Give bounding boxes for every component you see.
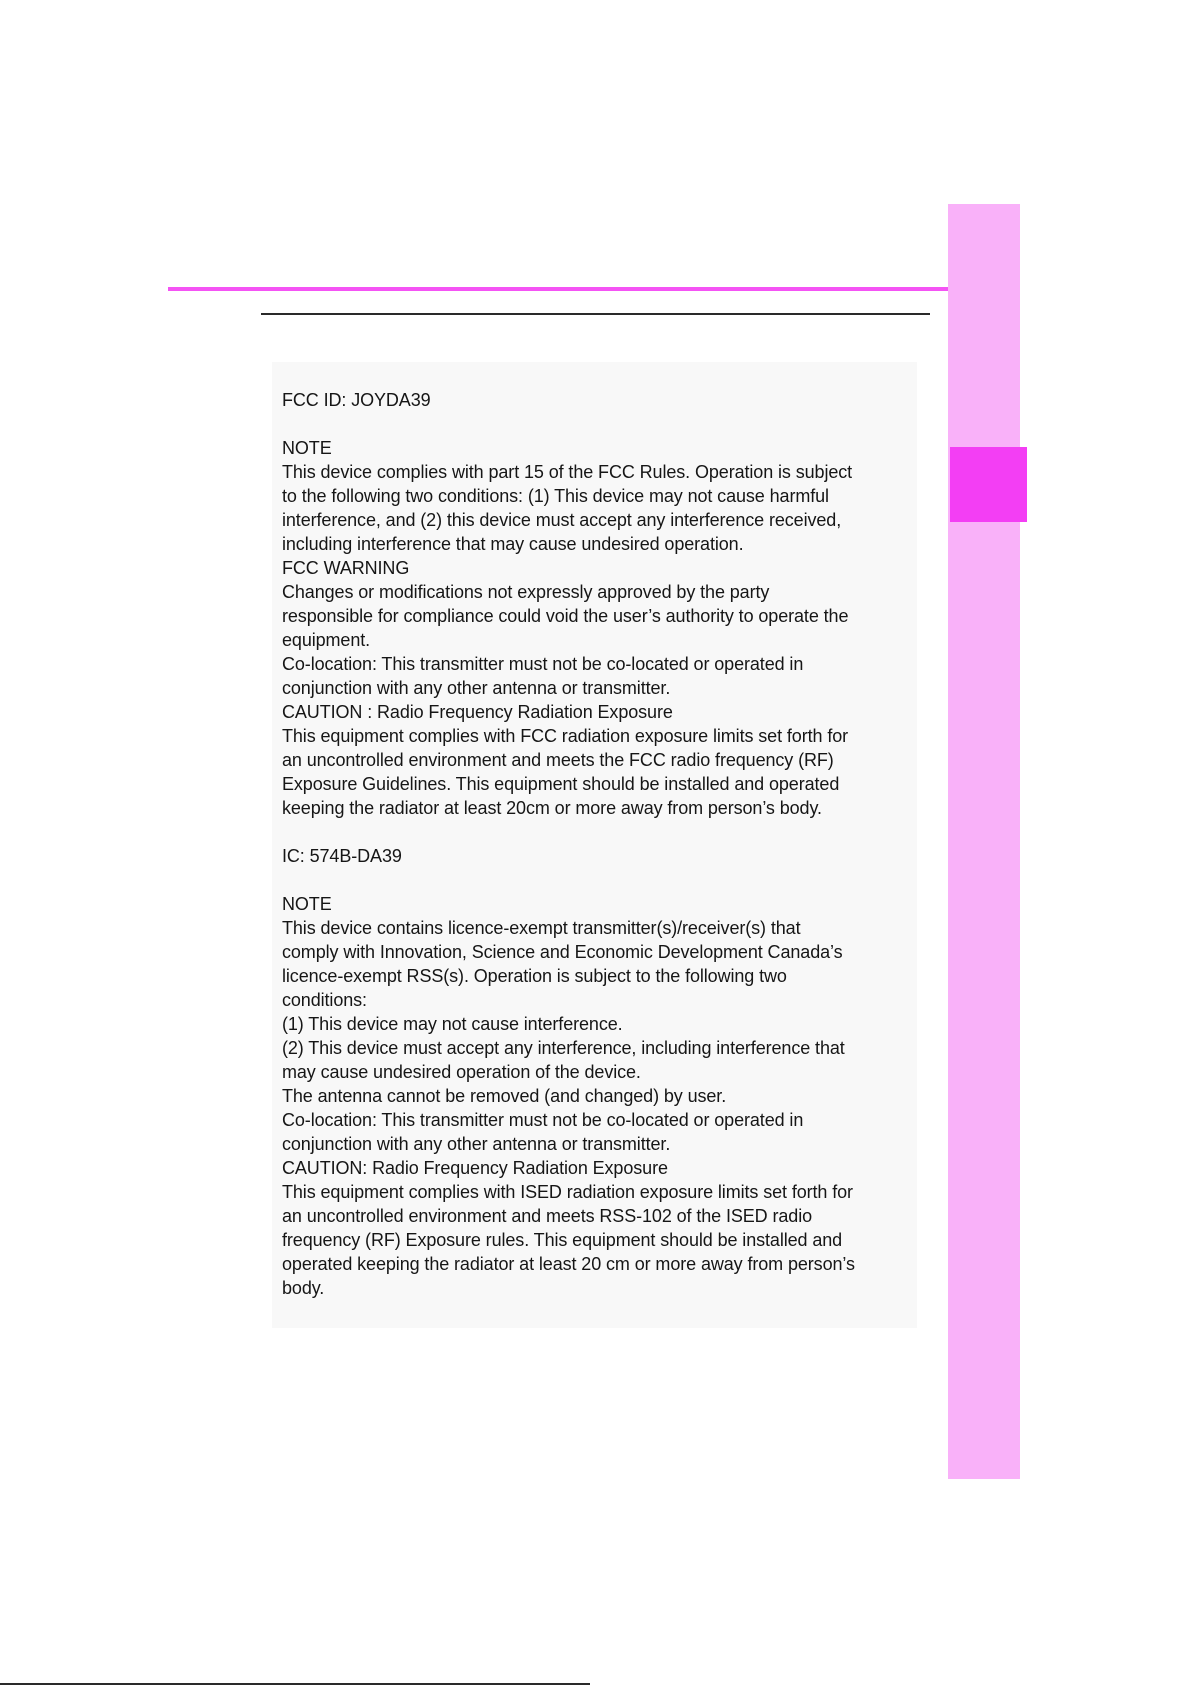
- fcc-warning-line: Changes or modifications not expressly approved by the party: [282, 582, 770, 602]
- fcc-note-heading: NOTE: [282, 438, 332, 458]
- fcc-colocation-line: Co-location: This transmitter must not be co-located or operated in: [282, 654, 804, 674]
- fcc-note-line: to the following two conditions: (1) This device may not cause harmful: [282, 486, 829, 506]
- ic-note-line: The antenna cannot be removed (and changed) by user.: [282, 1086, 727, 1106]
- ic-note-line: licence-exempt RSS(s). Operation is subject to the following two: [282, 966, 787, 986]
- fcc-note-line: interference, and (2) this device must accept any interference received,: [282, 510, 842, 530]
- ic-note-line: comply with Innovation, Science and Economic Development Canada’s: [282, 942, 843, 962]
- fcc-warning-line: equipment.: [282, 630, 371, 650]
- ic-caution-line: an uncontrolled environment and meets RSS-102 of the ISED radio: [282, 1206, 813, 1226]
- content-divider-rule: [261, 313, 930, 315]
- ic-colocation-line: conjunction with any other antenna or transmitter.: [282, 1134, 671, 1154]
- fcc-caution-line: an uncontrolled environment and meets the FCC radio frequency (RF): [282, 750, 834, 770]
- fcc-caution-line: keeping the radiator at least 20cm or more away from person’s body.: [282, 798, 822, 818]
- fcc-note-line: This device complies with part 15 of the FCC Rules. Operation is subject: [282, 462, 853, 482]
- fcc-note-line: including interference that may cause undesired operation.: [282, 534, 744, 554]
- ic-note-line: conditions:: [282, 990, 367, 1010]
- chapter-side-tab: [948, 204, 1020, 1479]
- ic-colocation-line: Co-location: This transmitter must not be co-located or operated in: [282, 1110, 804, 1130]
- regulatory-notice-scan: [272, 362, 917, 1328]
- ic-note-heading: NOTE: [282, 894, 332, 914]
- chapter-tab-marker: [950, 447, 1027, 522]
- ic-caution-heading: CAUTION: Radio Frequency Radiation Exposure: [282, 1158, 668, 1178]
- ic-caution-line: This equipment complies with ISED radiation exposure limits set forth for: [282, 1182, 853, 1202]
- ic-caution-line: frequency (RF) Exposure rules. This equipment should be installed and: [282, 1230, 843, 1250]
- section-header-rule: [168, 287, 950, 291]
- fcc-warning-line: responsible for compliance could void the user’s authority to operate the: [282, 606, 849, 626]
- ic-caution-line: operated keeping the radiator at least 20 cm or more away from person’s: [282, 1254, 855, 1274]
- fcc-colocation-line: conjunction with any other antenna or transmitter.: [282, 678, 671, 698]
- ic-id: IC: 574B-DA39: [282, 846, 402, 866]
- fcc-caution-heading: CAUTION : Radio Frequency Radiation Exposure: [282, 702, 673, 722]
- fcc-id: FCC ID: JOYDA39: [282, 390, 431, 410]
- fcc-caution-line: This equipment complies with FCC radiation exposure limits set forth for: [282, 726, 849, 746]
- ic-caution-line: body.: [282, 1278, 325, 1298]
- ic-note-line: This device contains licence-exempt transmitter(s)/receiver(s) that: [282, 918, 801, 938]
- ic-note-line: may cause undesired operation of the device.: [282, 1062, 641, 1082]
- fcc-caution-line: Exposure Guidelines. This equipment should be installed and operated: [282, 774, 840, 794]
- ic-note-line: (2) This device must accept any interference, including interference that: [282, 1038, 845, 1058]
- fcc-warning-heading: FCC WARNING: [282, 558, 410, 578]
- ic-note-line: (1) This device may not cause interference.: [282, 1014, 623, 1034]
